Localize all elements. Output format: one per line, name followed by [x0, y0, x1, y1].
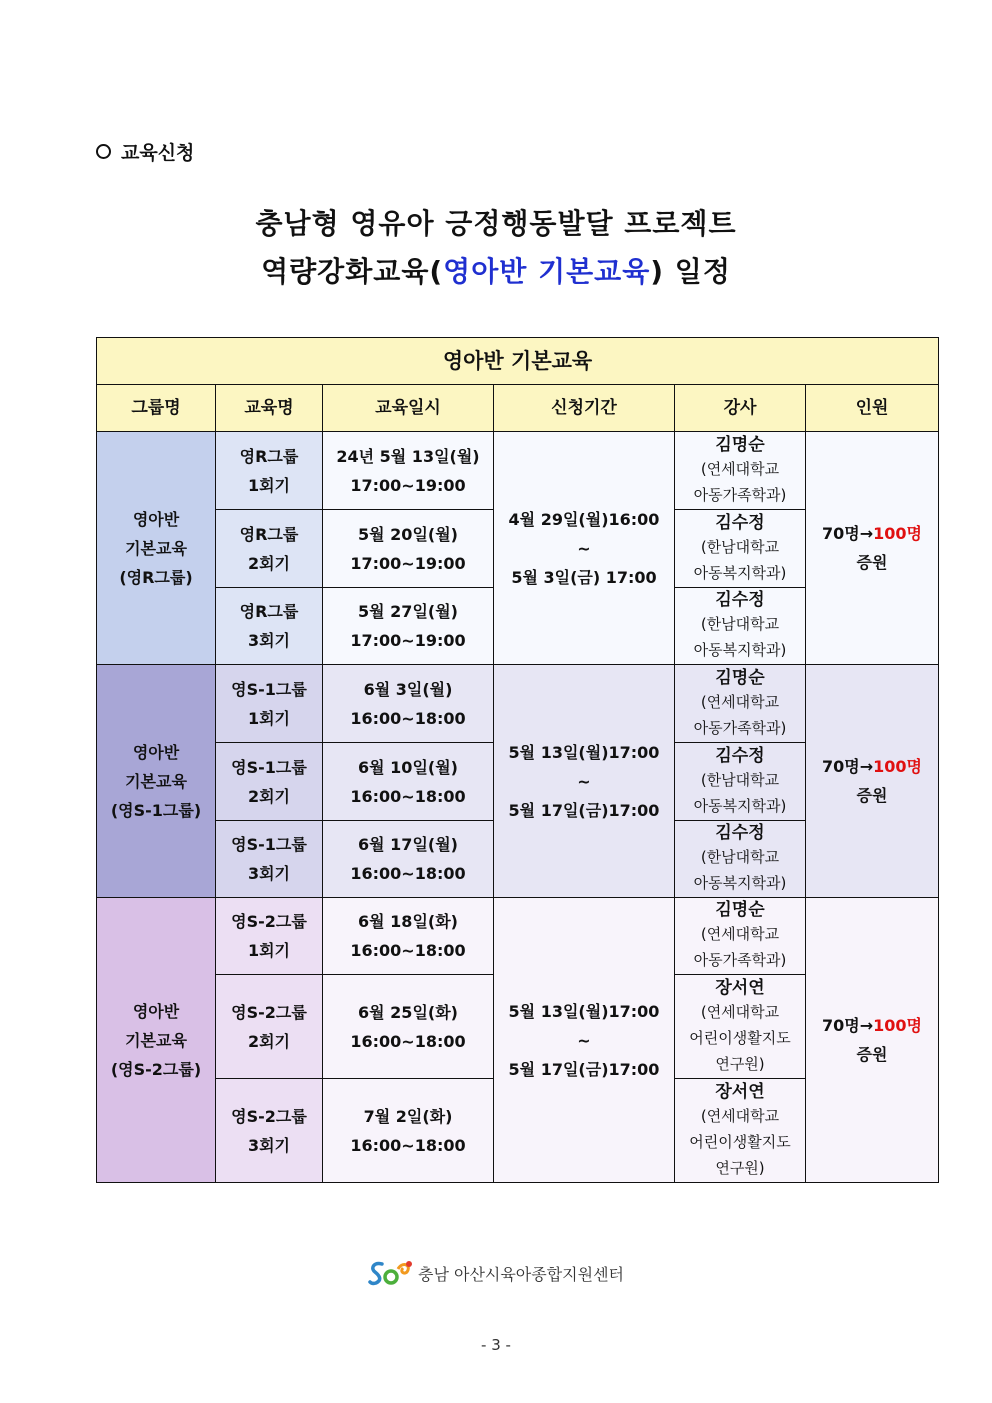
period-end: 5월 3일(금) 17:00: [511, 567, 657, 587]
session-date-cell: [323, 975, 494, 1079]
session-time: 17:00~19:00: [350, 475, 466, 495]
instructor-affiliation: 아동복지학과): [693, 874, 787, 892]
title-prefix: 역량강화교육(: [261, 255, 444, 288]
instructor-name: 김수정: [715, 512, 765, 533]
instructor-name: 김명순: [715, 667, 765, 688]
section-label: [96, 138, 194, 165]
column-header-capacity: 인원: [806, 385, 939, 432]
session-date-cell: [323, 743, 494, 821]
session-name-cell: [216, 510, 323, 588]
period-end: 5월 17일(금)17:00: [508, 1059, 660, 1079]
session-time: 17:00~19:00: [350, 553, 466, 573]
table-top-header: 영아반 기본교육: [97, 338, 939, 385]
session-date: 6월 18일(화): [358, 912, 458, 931]
instructor-name: 김수정: [715, 823, 765, 843]
session-time: 16:00~18:00: [350, 1135, 466, 1155]
session-date: 5월 20일(월): [358, 524, 458, 544]
capacity-change: [806, 752, 938, 781]
column-header-course: 교육명: [216, 385, 323, 432]
instructor-affiliation: 연구원): [715, 1158, 765, 1177]
page-number: - 3 -: [481, 1336, 511, 1354]
instructor-affiliation: 어린이생활지도: [689, 1132, 791, 1151]
instructor-affiliation: (한남대학교: [700, 615, 780, 633]
session-number: 2회기: [247, 553, 291, 573]
session-number: 1회기: [247, 475, 291, 495]
instructor-name: 김수정: [715, 590, 765, 610]
application-period-cell: [494, 665, 675, 898]
session-number: 1회기: [247, 708, 291, 728]
session-name-cell: [216, 588, 323, 665]
instructor-cell: [675, 588, 806, 665]
instructor-affiliation: 아동가족학과): [693, 951, 787, 969]
capacity-note: 증원: [856, 786, 888, 805]
group-line: (영S-2그룹): [110, 1059, 202, 1079]
instructor-cell: [675, 665, 806, 743]
title-highlight: 영아반 기본교육: [443, 255, 651, 288]
column-header-datetime: 교육일시: [323, 385, 494, 432]
column-header-group: 그룹명: [97, 385, 216, 432]
instructor-affiliation: (한남대학교: [700, 770, 780, 789]
session-time: 16:00~18:00: [350, 941, 466, 960]
instructor-affiliation: 아동복지학과): [693, 641, 787, 659]
session-date: 6월 17일(월): [358, 835, 458, 854]
session-date: 7월 2일(화): [363, 1106, 453, 1126]
capacity-before: 70명→: [822, 1016, 874, 1035]
capacity-after: 100명: [873, 524, 923, 543]
instructor-affiliation: 연구원): [715, 1054, 765, 1073]
period-tilde: ~: [577, 1030, 591, 1050]
session-date: 24년 5월 13일(월): [336, 446, 480, 466]
session-time: 16:00~18:00: [350, 708, 466, 728]
instructor-cell: [675, 510, 806, 588]
period-end: 5월 17일(금)17:00: [508, 800, 660, 820]
group-name-cell: [97, 665, 216, 898]
section-label-text: 교육신청: [121, 142, 195, 164]
group-name-cell: [97, 432, 216, 665]
group-name-cell: [97, 898, 216, 1183]
instructor-affiliation: (연세대학교: [700, 1002, 780, 1021]
group-line: 영아반: [132, 742, 180, 762]
session-name: 영S-2그룹: [231, 912, 307, 931]
instructor-affiliation: 아동가족학과): [693, 718, 787, 737]
session-name: 영R그룹: [239, 446, 299, 466]
footer-logo: [0, 1258, 992, 1288]
instructor-cell: [675, 743, 806, 821]
instructor-affiliation: 아동가족학과): [693, 485, 787, 504]
instructor-cell: [675, 975, 806, 1079]
group-line: 영아반: [132, 1001, 180, 1021]
column-header-period: 신청기간: [494, 385, 675, 432]
capacity-cell: [806, 898, 939, 1183]
instructor-affiliation: (연세대학교: [700, 1106, 780, 1125]
capacity-change: [806, 1011, 938, 1040]
application-period-cell: [494, 898, 675, 1183]
instructor-name: 장서연: [715, 977, 765, 998]
session-date-cell: [323, 432, 494, 510]
group-line: 기본교육: [125, 771, 187, 791]
session-date-cell: [323, 898, 494, 975]
session-date: 6월 10일(월): [358, 757, 458, 777]
session-name: 영S-1그룹: [231, 835, 307, 854]
session-number: 2회기: [247, 786, 291, 806]
instructor-cell: [675, 1079, 806, 1183]
instructor-affiliation: 아동복지학과): [693, 796, 787, 815]
table-row: [97, 665, 939, 743]
period-start: 5월 13일(월)17:00: [508, 1001, 660, 1021]
session-time: 16:00~18:00: [350, 1031, 466, 1051]
session-name-cell: [216, 975, 323, 1079]
session-name-cell: [216, 821, 323, 898]
session-name-cell: [216, 743, 323, 821]
group-line: (영R그룹): [119, 567, 193, 587]
application-period-cell: [494, 432, 675, 665]
instructor-cell: [675, 898, 806, 975]
period-tilde: ~: [577, 538, 591, 558]
instructor-cell: [675, 432, 806, 510]
session-name-cell: [216, 665, 323, 743]
session-time: 16:00~18:00: [350, 864, 466, 883]
session-date-cell: [323, 665, 494, 743]
instructor-affiliation: (연세대학교: [700, 692, 780, 711]
instructor-name: 김수정: [715, 745, 765, 766]
instructor-affiliation: (한남대학교: [700, 848, 780, 866]
capacity-note: 증원: [856, 553, 888, 572]
column-header-instructor: 강사: [675, 385, 806, 432]
instructor-cell: [675, 821, 806, 898]
session-name: 영S-1그룹: [231, 757, 307, 777]
group-line: 기본교육: [125, 1030, 187, 1050]
table-row: [97, 432, 939, 510]
instructor-affiliation: (한남대학교: [700, 537, 780, 556]
capacity-cell: [806, 432, 939, 665]
session-time: 16:00~18:00: [350, 786, 466, 806]
session-name: 영R그룹: [239, 524, 299, 544]
circle-bullet-icon: [96, 144, 111, 159]
session-number: 1회기: [247, 941, 291, 960]
session-name-cell: [216, 432, 323, 510]
session-date-cell: [323, 588, 494, 665]
session-date: 6월 25일(화): [358, 1002, 458, 1022]
period-start: 5월 13일(월)17:00: [508, 742, 660, 762]
footer-logo-text: 충남 아산시육아종합지원센터: [417, 1264, 624, 1284]
session-number: 3회기: [247, 1135, 291, 1155]
group-line: (영S-1그룹): [110, 800, 202, 820]
session-number: 3회기: [247, 864, 291, 883]
session-date: 6월 3일(월): [363, 679, 453, 699]
page-title-line1: 충남형 영유아 긍정행동발달 프로젝트: [255, 207, 737, 240]
group-line: 영아반: [132, 509, 180, 529]
instructor-name: 김명순: [715, 434, 765, 455]
capacity-before: 70명→: [822, 524, 874, 543]
instructor-affiliation: 어린이생활지도: [689, 1028, 791, 1047]
schedule-table: [96, 337, 939, 1183]
session-time: 17:00~19:00: [350, 631, 466, 650]
session-name: 영S-2그룹: [231, 1106, 307, 1126]
instructor-name: 김명순: [715, 900, 765, 920]
session-date: 5월 27일(월): [358, 602, 458, 621]
session-name-cell: [216, 1079, 323, 1183]
capacity-after: 100명: [873, 757, 923, 776]
period-tilde: ~: [577, 771, 591, 791]
capacity-after: 100명: [873, 1016, 923, 1035]
instructor-affiliation: (연세대학교: [700, 925, 780, 943]
session-number: 2회기: [247, 1031, 291, 1051]
session-date-cell: [323, 821, 494, 898]
title-suffix: ) 일정: [650, 255, 731, 288]
period-start: 4월 29일(월)16:00: [508, 509, 660, 529]
instructor-affiliation: (연세대학교: [700, 459, 780, 478]
session-name: 영S-1그룹: [231, 679, 307, 699]
instructor-affiliation: 아동복지학과): [693, 563, 787, 582]
group-line: 기본교육: [125, 538, 187, 558]
capacity-note: 증원: [856, 1045, 888, 1064]
session-name: 영S-2그룹: [231, 1002, 307, 1022]
session-date-cell: [323, 510, 494, 588]
session-name: 영R그룹: [239, 602, 299, 621]
table-row: [97, 898, 939, 975]
capacity-cell: [806, 665, 939, 898]
page-title-line2: [0, 250, 992, 290]
session-name-cell: [216, 898, 323, 975]
session-date-cell: [323, 1079, 494, 1183]
instructor-name: 장서연: [715, 1081, 765, 1102]
session-number: 3회기: [247, 631, 291, 650]
capacity-before: 70명→: [822, 757, 874, 776]
capacity-change: [806, 519, 938, 548]
center-logo-icon: [368, 1258, 414, 1288]
